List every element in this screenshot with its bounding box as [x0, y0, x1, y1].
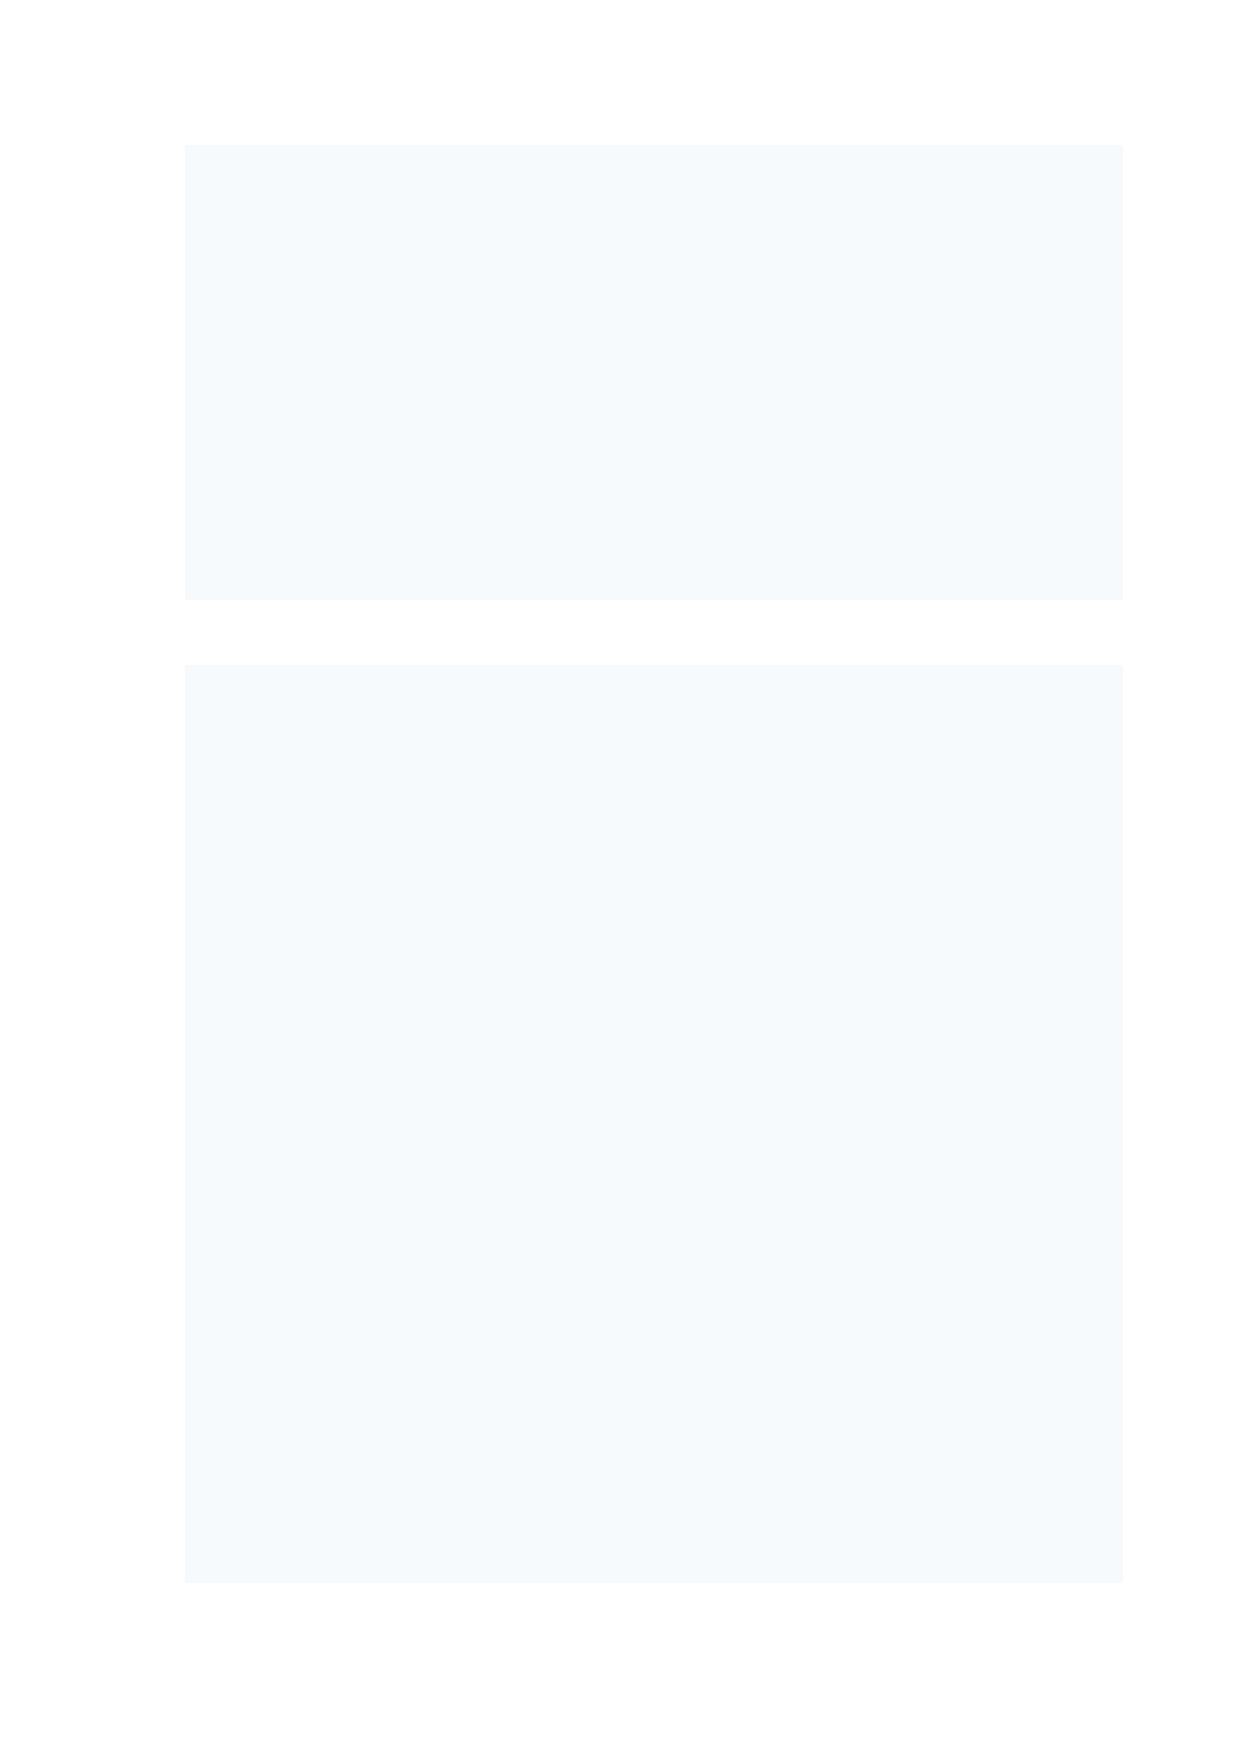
glossary-section: [185, 145, 1123, 600]
procedure-section: [185, 665, 1123, 1583]
